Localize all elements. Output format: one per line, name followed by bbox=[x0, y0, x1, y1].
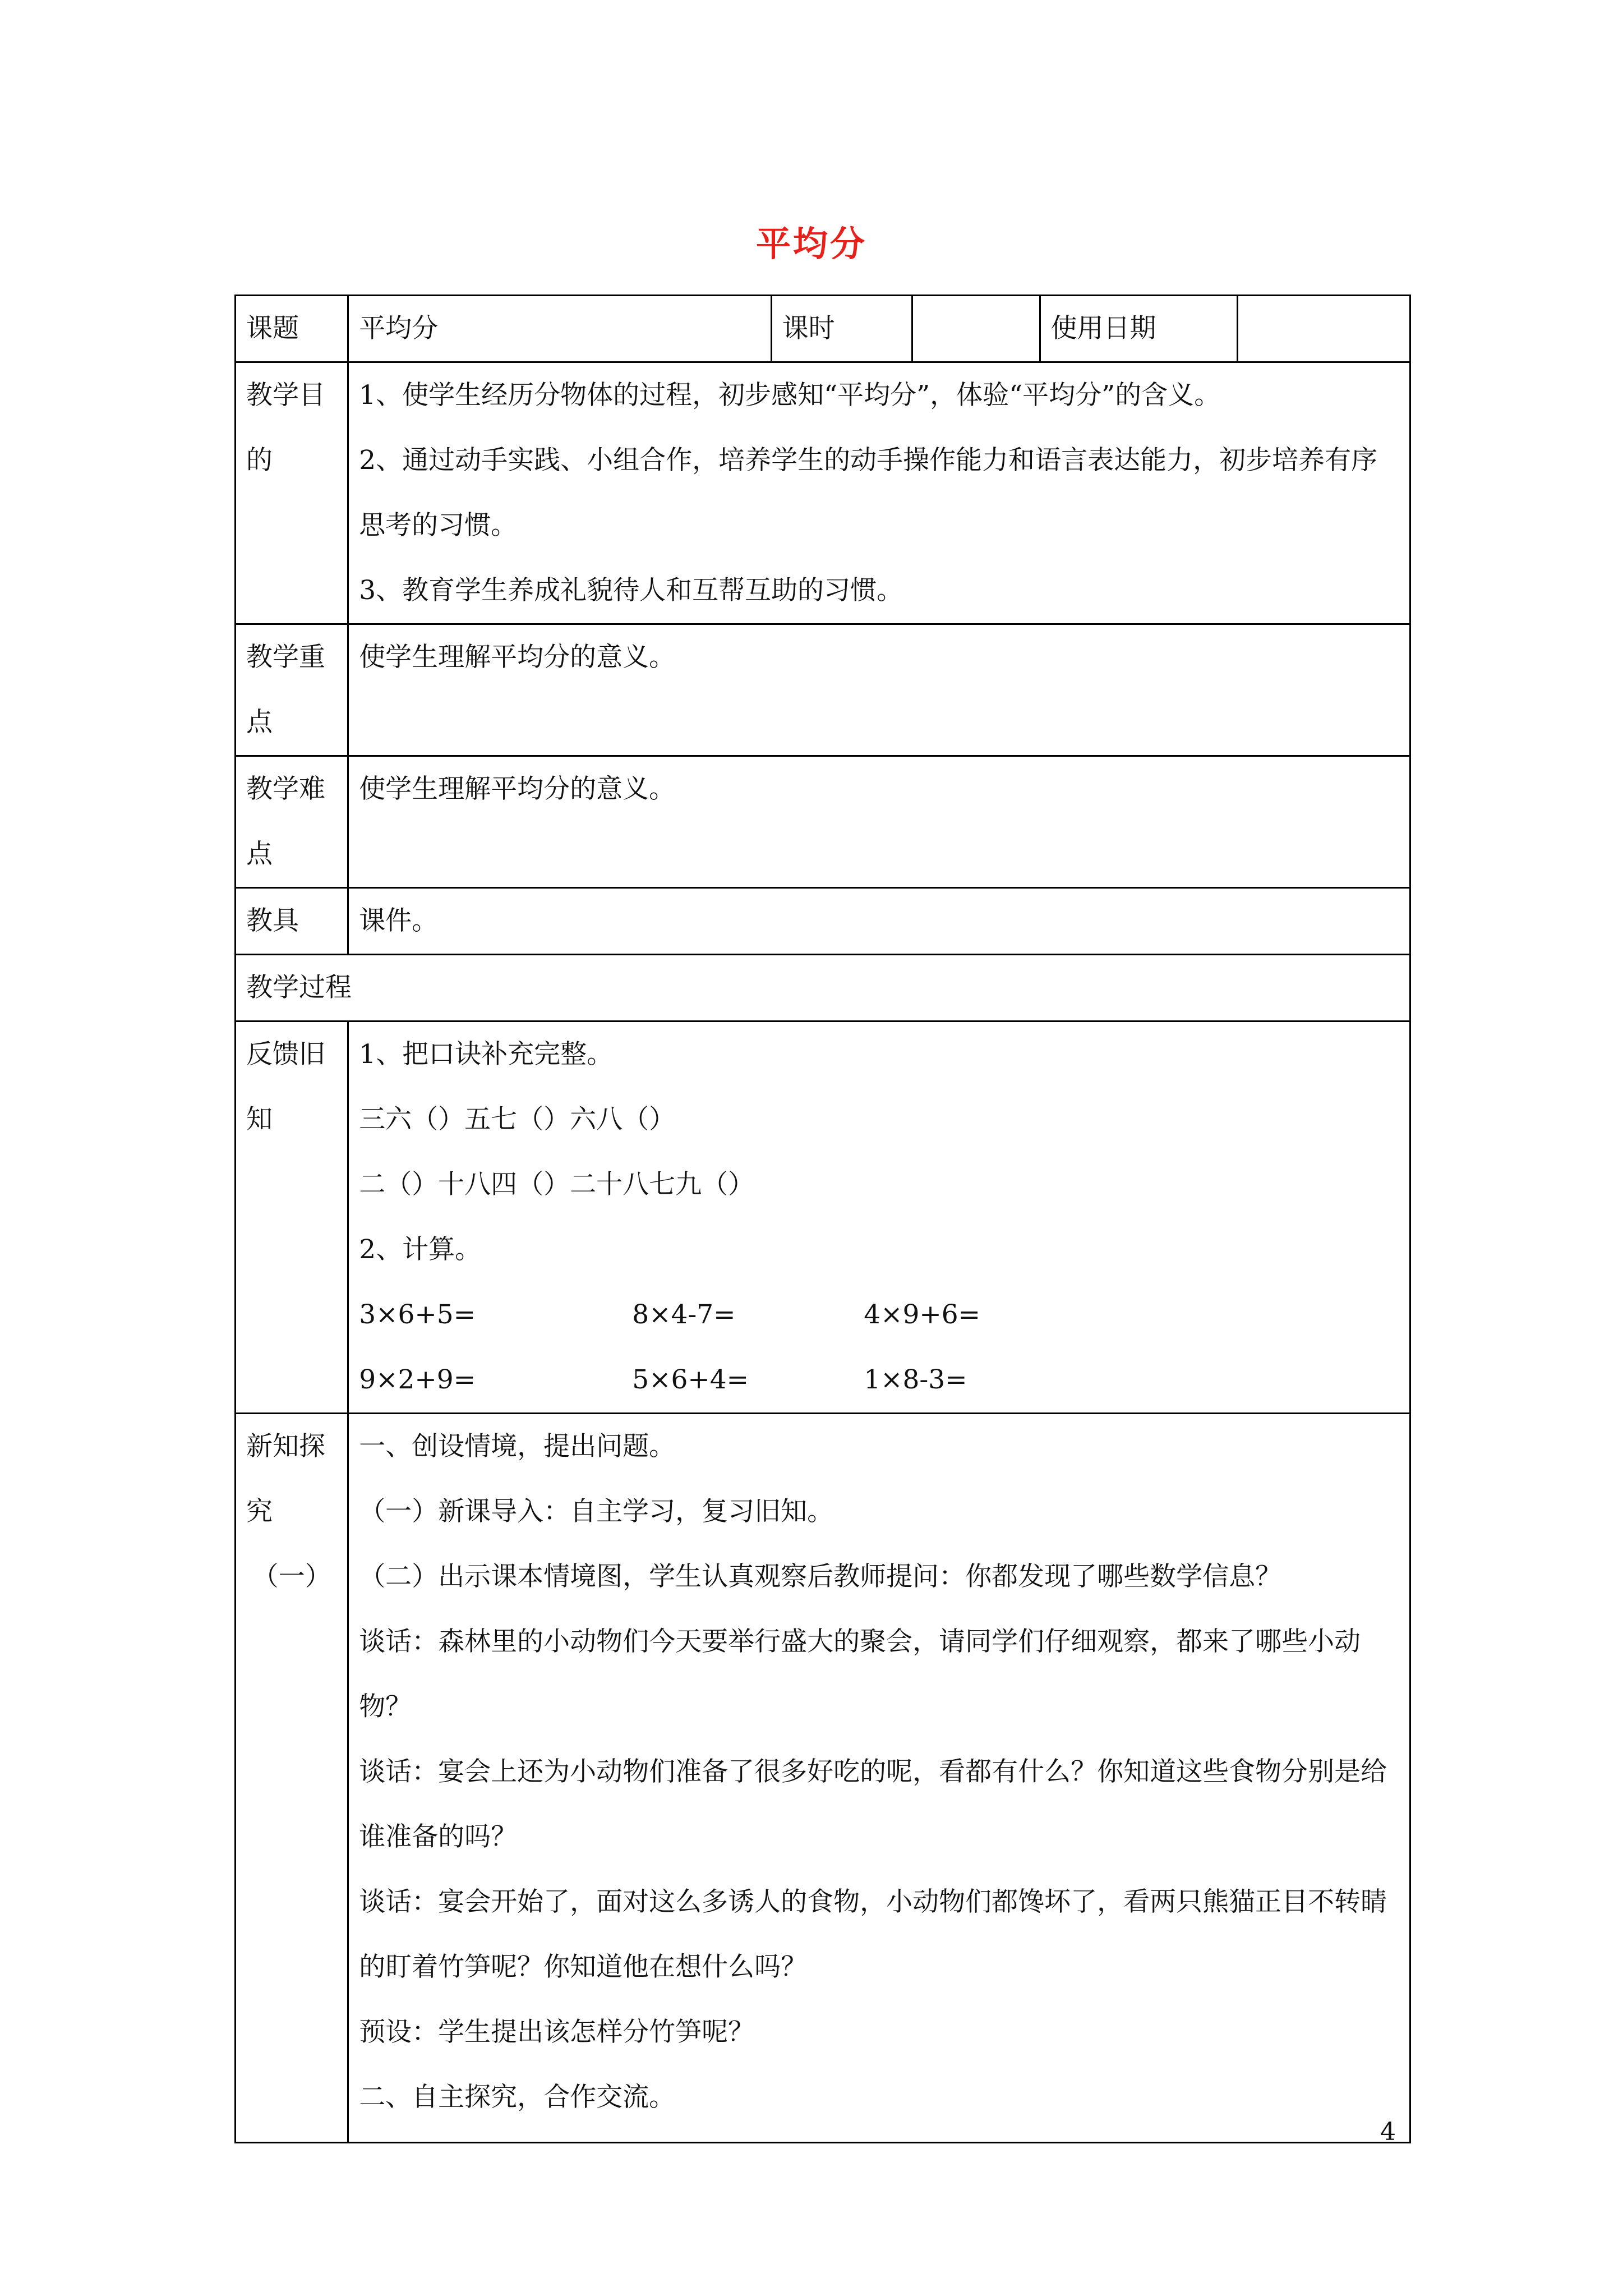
review-task-2: 2、计算。 bbox=[359, 1234, 482, 1265]
header-row bbox=[236, 296, 1410, 362]
goals-row bbox=[236, 362, 1410, 624]
explore-label-sub: （一） bbox=[252, 1561, 331, 1592]
tools-label: 教具 bbox=[236, 888, 348, 955]
difficulty-row bbox=[236, 756, 1410, 888]
calc-item: 9×2+9= bbox=[359, 1364, 476, 1395]
difficulty-text: 使学生理解平均分的意义。 bbox=[348, 756, 1410, 888]
document-title: 平均分 bbox=[755, 223, 867, 264]
page-number: 4 bbox=[1380, 2118, 1396, 2146]
calc-item: 5×6+4= bbox=[632, 1364, 749, 1395]
goal-item: 1、使学生经历分物体的过程，初步感知“平均分”，体验“平均分”的含义。 bbox=[359, 380, 1221, 411]
explore-line: 谈话：宴会上还为小动物们准备了很多好吃的呢，看都有什么？你知道这些食物分别是给谁准备的吗？ bbox=[359, 1756, 1387, 1852]
mnemonic-row-1: 三六（）五七（）六八（） bbox=[359, 1104, 676, 1135]
process-row bbox=[236, 955, 1410, 1022]
review-task-1: 1、把口诀补充完整。 bbox=[359, 1039, 614, 1070]
lesson-plan-table bbox=[234, 295, 1411, 2143]
goals-content bbox=[348, 362, 1410, 624]
goal-item: 3、教育学生养成礼貌待人和互帮互助的习惯。 bbox=[359, 575, 903, 606]
date-label: 使用日期 bbox=[1040, 296, 1237, 362]
process-label: 教学过程 bbox=[236, 955, 1410, 1022]
calc-row-2 bbox=[359, 1347, 1399, 1412]
goals-label: 教学目的 bbox=[236, 362, 348, 624]
calc-item: 3×6+5= bbox=[359, 1299, 476, 1330]
calc-item: 4×9+6= bbox=[864, 1299, 981, 1330]
calc-item: 8×4-7= bbox=[632, 1299, 736, 1330]
goal-item: 2、通过动手实践、小组合作，培养学生的动手操作能力和语言表达能力，初步培养有序思考的习惯。 bbox=[359, 445, 1378, 541]
explore-line: 谈话：宴会开始了，面对这么多诱人的食物，小动物们都馋坏了，看两只熊猫正目不转睛的盯着竹笋呢？你知道他在想什么吗？ bbox=[359, 1887, 1387, 1982]
review-content bbox=[348, 1022, 1410, 1414]
explore-content bbox=[348, 1414, 1410, 2143]
tools-text: 课件。 bbox=[348, 888, 1410, 955]
mnemonic-row-2: 二（）十八四（）二十八七九（） bbox=[359, 1169, 755, 1200]
tools-row bbox=[236, 888, 1410, 955]
topic-value: 平均分 bbox=[348, 296, 771, 362]
explore-label: 新知探究 bbox=[246, 1431, 325, 1527]
date-value bbox=[1237, 296, 1410, 362]
calc-item: 1×8-3= bbox=[864, 1364, 967, 1395]
review-row bbox=[236, 1022, 1410, 1414]
explore-line: （一）新课导入：自主学习，复习旧知。 bbox=[359, 1496, 834, 1527]
key-point-text: 使学生理解平均分的意义。 bbox=[348, 624, 1410, 756]
calc-row-1 bbox=[359, 1282, 1399, 1347]
explore-line: 一、创设情境，提出问题。 bbox=[359, 1431, 676, 1462]
difficulty-label: 教学难点 bbox=[236, 756, 348, 888]
explore-line: （二）出示课本情境图，学生认真观察后教师提问：你都发现了哪些数学信息？ bbox=[359, 1561, 1282, 1592]
review-label: 反馈旧知 bbox=[236, 1022, 348, 1414]
explore-line: 预设：学生提出该怎样分竹笋呢？ bbox=[359, 2017, 755, 2047]
key-point-label: 教学重点 bbox=[236, 624, 348, 756]
explore-label-cell bbox=[236, 1414, 348, 2143]
explore-line: 二、自主探究，合作交流。 bbox=[359, 2082, 676, 2113]
key-point-row bbox=[236, 624, 1410, 756]
topic-label: 课题 bbox=[236, 296, 348, 362]
period-label: 课时 bbox=[771, 296, 912, 362]
period-value bbox=[912, 296, 1040, 362]
explore-row bbox=[236, 1414, 1410, 2143]
explore-line: 谈话：森林里的小动物们今天要举行盛大的聚会，请同学们仔细观察，都来了哪些小动物？ bbox=[359, 1626, 1361, 1722]
